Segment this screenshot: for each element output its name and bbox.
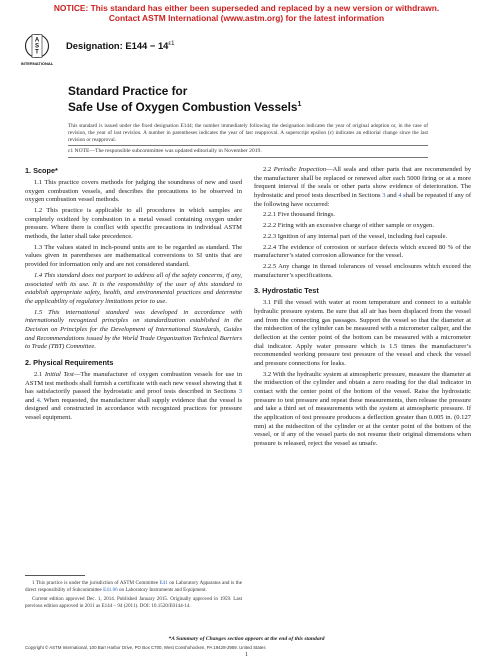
title-footnote-mark: 1 (297, 101, 302, 108)
title-line-2 (68, 98, 301, 114)
footnote-edition: Current edition approved Dec. 1, 2014. Published January 2015. Originally approved in 1959. Last previous edition approved in 2011 as E144 – 94 (2011). DOI: 10.1520/E0144-14. (25, 596, 242, 609)
footnote-1-text-b: on Laboratory Apparatus and is the direct responsibility of Subcommittee (25, 580, 242, 593)
svg-text:T: T (35, 49, 39, 56)
paragraph-1-2: 1.2 This practice is applicable to all procedures in which samples are completely oxidized by combustion in a metal vessel containing oxygen under pressure. Where there is conflict with specific precautions in individual ASTM methods, the latter shall take precedence. (25, 207, 242, 241)
paragraph-1-3: 1.3 The values stated in inch-pound units are to be regarded as standard. The values given in parentheses are mathematical conversions to SI units that are provided for information only and are not considered standard. (25, 243, 242, 269)
paragraph-1-1: 1.1 This practice covers methods for judging the soundness of new and used oxygen combustion vessels, and describes the precautions to be observed in oxygen combustion vessel methods. (25, 179, 242, 204)
p2-1-number: 2.1 (34, 370, 45, 378)
footnote-1 (25, 580, 242, 593)
p2-1-title: Initial Test (44, 370, 74, 378)
p2-2-title: Periodic Inspection (273, 166, 327, 173)
note-rule-top (68, 145, 428, 146)
paragraph-2-2-4: 2.2.4 The evidence of corrosion or surface defects which exceed 80 % of the manufacturer’s stated corrosion allowance for the vessel. (254, 243, 471, 260)
section-3-link[interactable]: 3 (238, 388, 242, 396)
p2-2-and: and (385, 191, 399, 199)
left-column (25, 166, 242, 425)
paragraph-2-2-2: 2.2.2 Firing with an excessive charge of either sample or oxygen. (263, 222, 434, 230)
astm-logo (20, 30, 54, 74)
designation (66, 40, 174, 51)
committee-e41-link[interactable]: E41 (159, 580, 168, 586)
notice-line-1: NOTICE: This standard has either been superseded and replaced by a new version or withdrawn. (53, 3, 440, 13)
svg-text:S: S (34, 43, 40, 50)
footnote-1-text-c: on Laboratory Instruments and Equipment. (117, 586, 207, 593)
p2-2-text-b: shall be repeated if any of the following have occurred: (254, 191, 471, 208)
p2-1-and: and (25, 396, 37, 404)
designation-epsilon: ε1 (168, 40, 175, 47)
title-main: Safe Use of Oxygen Combustion Vessels (68, 99, 298, 114)
document-title (68, 84, 301, 114)
paragraph-1-5: 1.5 This international standard was developed in accordance with internationally recognized principles on standardization established in the Decision on Principles for the Development of International Standards, Guides and Recommendations issued by the World Trade Organization Technical Barriers to Trade (TBT) Committee. (25, 308, 242, 351)
paragraph-2-2-3: 2.2.3 Ignition of any internal part of the vessel, including fuel capsule. (263, 232, 448, 240)
footnote-1-text-a: 1 This practice is under the jurisdiction of ASTM Committee (32, 580, 160, 586)
footnote (25, 580, 242, 612)
notice-line-2: Contact ASTM International (www.astm.org) for the latest information (108, 12, 385, 23)
editorial-note: ε1 NOTE—The responsible subcommittee was updated editorially in November 2019. (68, 148, 262, 154)
subcommittee-e41-06-link[interactable]: E41.06 (103, 586, 118, 593)
section-heading-physical: 2. Physical Requirements (25, 357, 114, 367)
section-heading-hydrostatic: 3. Hydrostatic Test (254, 286, 319, 296)
p2-1-text-b: . When requested, the manufacturer shall supply evidence that the vessel is designed and constructed in accordance with recognized practices for pressure vessel equipment. (25, 396, 242, 422)
designation-label: Designation: E144 − 14 (66, 40, 169, 51)
section-heading-scope: 1. Scope* (25, 166, 58, 175)
astm-logo-mark-icon (20, 30, 54, 74)
svg-text:INTERNATIONAL: INTERNATIONAL (20, 61, 54, 66)
p2-2-text-a: —All seals and other parts that are recommended by the manufacturer shall be replaced or renewed after each 5000 firing or at a more frequent interval if the seals or other parts show evidence of deterioration. The hydrostatic and proof tests described in Sections (254, 166, 471, 199)
paragraph-1-4: 1.4 This standard does not purport to address all of the safety concerns, if any, associated with its use. It is the responsibility of the user of this standard to establish appropriate safety, health, and environmental practices and determine the applicability of regulatory limitations prior to use. (25, 271, 242, 305)
footnote-rule (25, 575, 85, 576)
superseded-notice (0, 4, 493, 23)
paragraph-3-2: 3.2 With the hydraulic system at atmospheric pressure, measure the diameter at the midsection of the cylinder and obtain a zero reading for the dial indicator in contact with the center point of the bottom of the vessel. Raise the hydrostatic pressure to test pressure and repeat these measurements, then release the pressure and take a third set of measurements with the system at atmospheric pressure. If the application of test pressure produces a deflection greater than 0.005 in. (0.127 mm) at the midsection of the cylinder or at the center point of the bottom of the vessel, or if any of the vessel parts do not resume their original dimensions when pressure is released, reject the vessel as unsafe. (254, 370, 471, 447)
paragraph-2-2-5: 2.2.5 Any change in thread tolerances of vessel enclosures which exceed the manufacturer’s specifications. (254, 263, 471, 279)
copyright-line: Copyright © ASTM International, 100 Barr Harbor Drive, PO Box C700, West Conshohocken, PA 19428-2959. United States (25, 645, 266, 650)
paragraph-2-2 (254, 166, 471, 209)
right-column (254, 166, 471, 451)
note-rule-bottom (68, 157, 428, 158)
paragraph-2-1 (25, 371, 242, 423)
paragraph-3-1: 3.1 Fill the vessel with water at room temperature and connect to a suitable hydraulic pressure system. Be sure that all air has been displaced from the vessel and from the connecting gas passages. Support the vessel so that the diameter at the midsection of the cylinder can be measured with a micrometer caliper, and the deflection at the center point of the bottom can be measured with a micrometer dial indicator. Apply water pressure which is 1.5 times the manufacturer’s recommended working pressure test pressure of the vessel and check the vessel and pressure connections for leaks. (254, 299, 471, 367)
svg-text:A: A (34, 37, 40, 44)
paragraph-2-2-1: 2.2.1 Five thousand firings. (263, 211, 336, 219)
section-4-link[interactable]: 4 (36, 396, 40, 404)
issued-statement: This standard is issued under the fixed designation E144; the number immediately following the designation indicates the year of original adoption or, in the case of revision, the year of last revision. A number in parentheses indicates the year of last reapproval. A superscript epsilon (ε) indicates an editorial change since the last revision or reapproval. (68, 123, 428, 143)
p2-2-number: 2.2 (263, 166, 274, 173)
title-line-1: Standard Practice for (68, 84, 188, 98)
p2-1-text-a: —The manufacturer of oxygen combustion vessels for use in ASTM test methods shall furnish a certificate with each new vessel showing that it has satisfactorily passed the hydrostatic and proof tests described in Sections (25, 370, 242, 396)
summary-of-changes-note: *A Summary of Changes section appears at the end of this standard (168, 636, 325, 642)
section-3-link[interactable]: 3 (382, 191, 386, 199)
section-4-link[interactable]: 4 (398, 191, 402, 199)
page-number: 1 (245, 652, 248, 658)
